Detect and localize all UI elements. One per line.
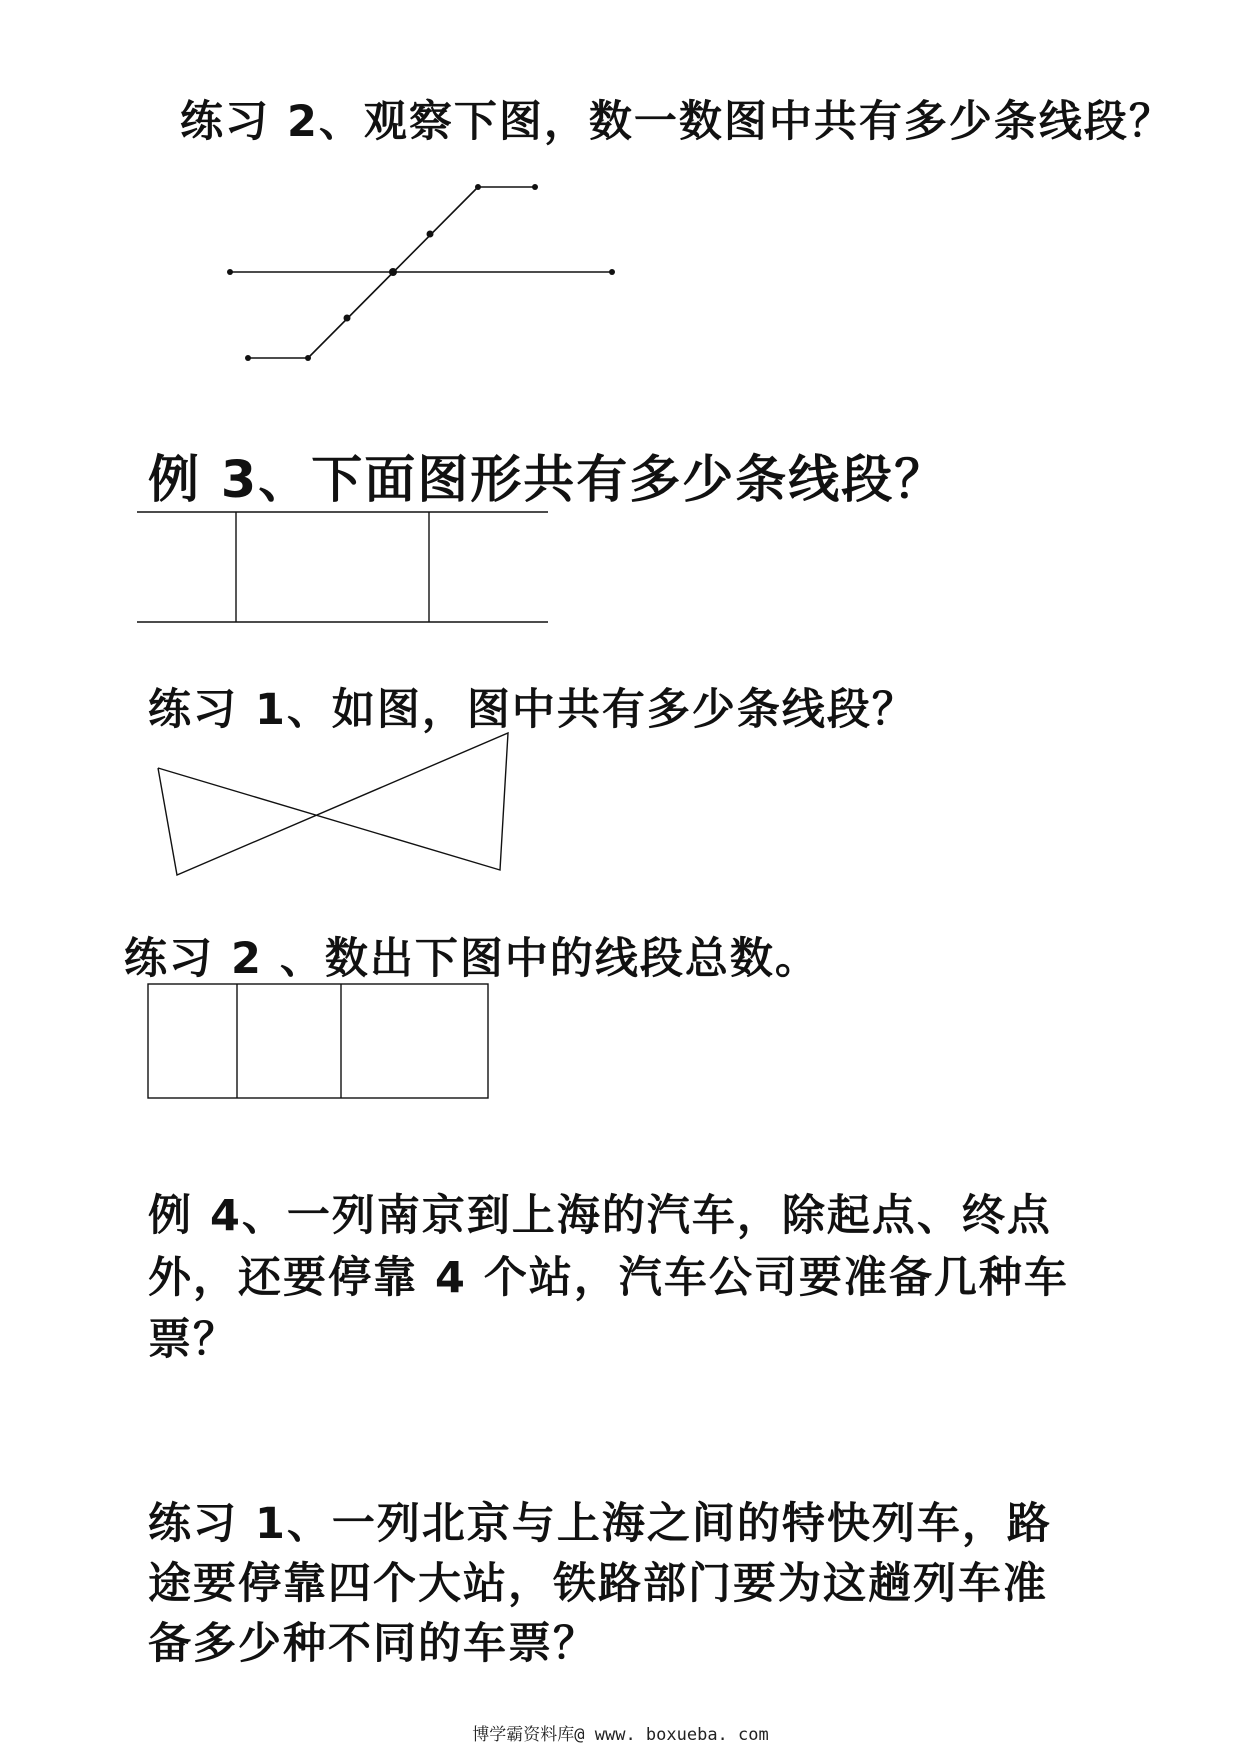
point (475, 184, 481, 190)
practice-1-train-line-2: 途要停靠四个大站，铁路部门要为这趟列车准 (148, 1559, 1048, 1609)
point (609, 269, 615, 275)
outer-rectangle (148, 984, 488, 1098)
point (532, 184, 538, 190)
bow-tie-outline (158, 733, 508, 875)
practice-1-train-line-1: 练习 1、一列北京与上海之间的特快列车，路 (148, 1499, 1052, 1549)
point (245, 355, 251, 361)
point (305, 355, 311, 361)
figure-ladder (137, 512, 548, 622)
practice-2-count-question: 练习 2 、数出下图中的线段总数。 (124, 934, 820, 984)
example-4-line-2: 外，还要停靠 4 个站，汽车公司要准备几种车 (148, 1253, 1069, 1303)
practice-1-question: 练习 1、如图，图中共有多少条线段？ (148, 685, 917, 735)
point (344, 315, 351, 322)
figure-bow-tie (158, 733, 508, 875)
practice-1-train-line-3: 备多少种不同的车票？ (148, 1619, 598, 1669)
example-4-line-3: 票？ (148, 1315, 238, 1365)
example-3-question: 例 3、下面图形共有多少条线段？ (148, 451, 948, 510)
example-4-line-1: 例 4、一列南京到上海的汽车，除起点、终点 (148, 1191, 1052, 1241)
point (427, 231, 434, 238)
figure-crossing-segments (230, 187, 612, 358)
point (389, 268, 397, 276)
footer-watermark: 博学霸资料库@ www. boxueba. com (472, 1725, 769, 1745)
point (227, 269, 233, 275)
figure-divided-rectangle (148, 984, 488, 1098)
practice-2-question: 练习 2、观察下图，数一数图中共有多少条线段？ (180, 97, 1174, 147)
